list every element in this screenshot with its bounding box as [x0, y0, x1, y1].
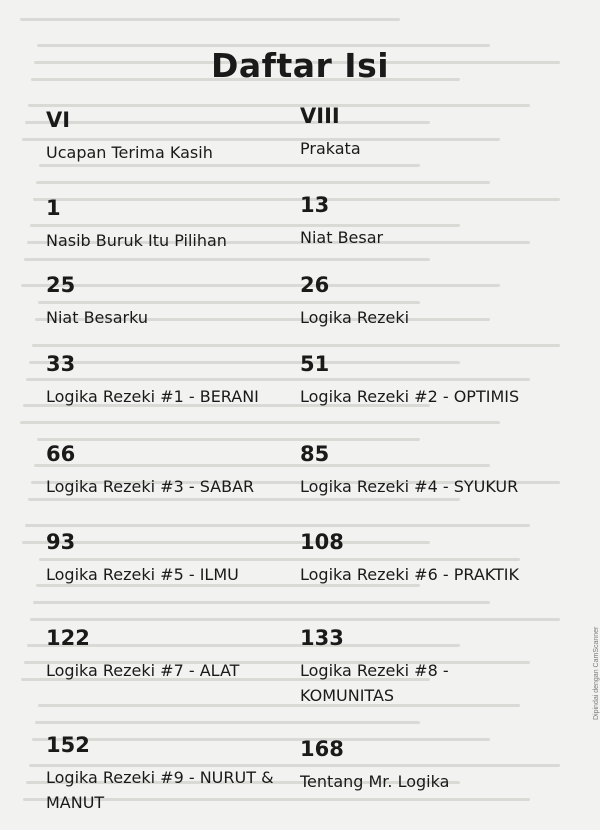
toc-page-number: VI [46, 108, 71, 132]
bleed-through-line [25, 524, 530, 527]
toc-page-number: 122 [46, 626, 90, 650]
bleed-through-line [35, 721, 420, 724]
toc-chapter-title: Logika Rezeki #2 - OPTIMIS [300, 387, 520, 406]
toc-page-number: 66 [46, 442, 76, 466]
toc-chapter-title: Niat Besarku [46, 308, 149, 327]
toc-page-number: 1 [46, 196, 61, 220]
toc-entry [300, 273, 560, 330]
bleed-through-line [37, 438, 420, 441]
bleed-through-line [24, 258, 430, 261]
toc-entry [300, 352, 560, 409]
toc-page-number: 108 [300, 530, 344, 554]
toc-chapter-title: Niat Besar [300, 228, 384, 247]
toc-entry [300, 626, 500, 708]
toc-page-number: 152 [46, 733, 90, 757]
toc-page-number: 26 [300, 273, 330, 297]
toc-page-number: 168 [300, 737, 344, 761]
toc-chapter-title: Prakata [300, 139, 361, 158]
toc-chapter-title: Logika Rezeki #3 - SABAR [46, 477, 255, 496]
toc-chapter-title: Logika Rezeki #7 - ALAT [46, 661, 240, 680]
bleed-through-line [20, 421, 500, 424]
toc-chapter-title: Logika Rezeki #5 - ILMU [46, 565, 239, 584]
page-title: Daftar Isi [210, 46, 390, 86]
toc-page-number: 51 [300, 352, 330, 376]
toc-entry [46, 626, 306, 683]
toc-chapter-title: Nasib Buruk Itu Pilihan [46, 231, 227, 250]
toc-page-number: 133 [300, 626, 344, 650]
toc-page-number: VIII [300, 104, 340, 128]
bleed-through-line [33, 601, 490, 604]
bleed-through-line [32, 344, 560, 347]
toc-chapter-title: Logika Rezeki #1 - BERANI [46, 387, 259, 406]
toc-entry [46, 442, 306, 499]
toc-chapter-title: Logika Rezeki [300, 308, 410, 327]
toc-chapter-title: Logika Rezeki #4 - SYUKUR [300, 477, 519, 496]
toc-chapter-title: Tentang Mr. Logika [300, 772, 450, 791]
toc-chapter-title: Logika Rezeki #8 - KOMUNITAS [300, 661, 449, 705]
toc-entry [300, 104, 560, 161]
bleed-through-line [20, 18, 400, 21]
toc-entry [300, 193, 560, 250]
toc-entry [300, 442, 560, 499]
toc-page-number: 85 [300, 442, 330, 466]
toc-page-number: 93 [46, 530, 76, 554]
toc-entry [46, 352, 306, 409]
bleed-through-line [30, 618, 560, 621]
toc-entry [46, 530, 306, 587]
toc-entry [300, 737, 560, 794]
toc-page-number: 13 [300, 193, 330, 217]
toc-chapter-title: Logika Rezeki #9 - NURUT & MANUT [46, 768, 274, 812]
toc-entry [46, 733, 281, 815]
toc-page-number: 33 [46, 352, 76, 376]
toc-chapter-title: Ucapan Terima Kasih [46, 143, 213, 162]
toc-entry [46, 196, 306, 253]
bleed-through-line [36, 181, 490, 184]
toc-entry [46, 108, 306, 165]
toc-entry [300, 530, 560, 587]
toc-page-number: 25 [46, 273, 76, 297]
scanner-watermark: Dipindai dengan CamScanner [592, 626, 600, 720]
toc-entry [46, 273, 306, 330]
toc-chapter-title: Logika Rezeki #6 - PRAKTIK [300, 565, 520, 584]
